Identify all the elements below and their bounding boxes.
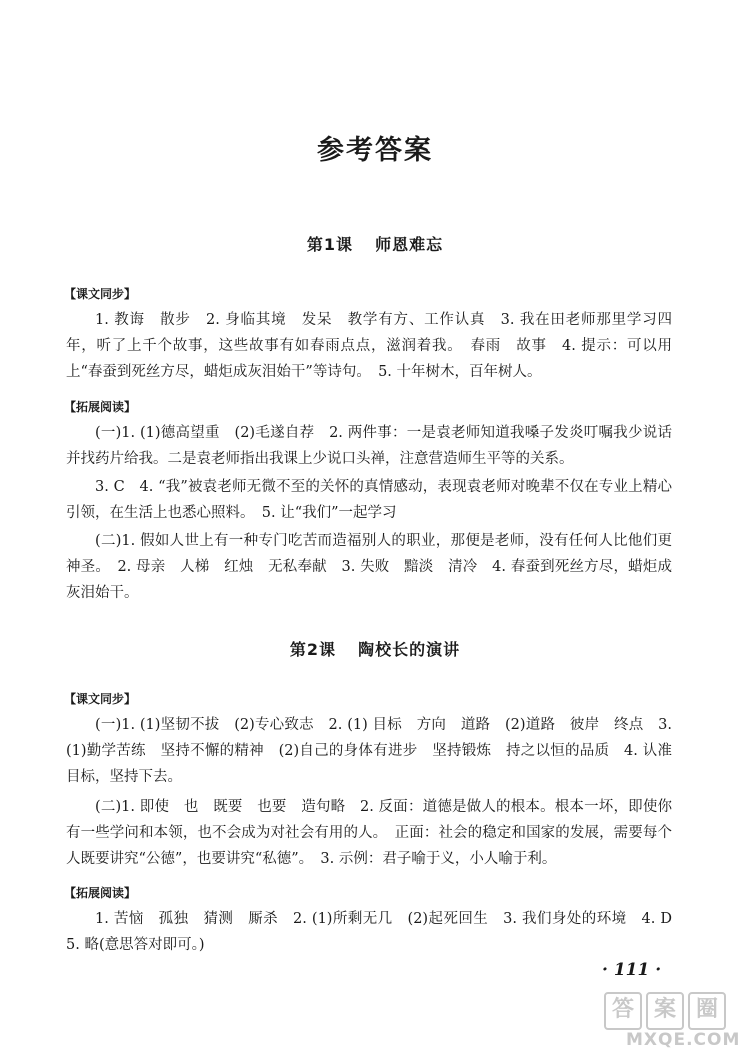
page-number: · 111 · — [602, 960, 662, 980]
watermark-char: 答 — [604, 992, 642, 1030]
watermark-char: 案 — [646, 992, 684, 1030]
lesson-1-ext-answers-part2: 3. C 4. “我”被袁老师无微不至的关怀的真情感动，表现袁老师对晚辈不仅在专业上精心引领，在生活上也悉心照料。 5. 让“我们”一起学习 — [66, 479, 672, 521]
lesson-1-sync-label: 【课文同步】 — [64, 287, 137, 301]
lesson-2-ext-answers: 1. 苦恼 孤独 猜测 厮杀 2. (1)所剩无几 (2)起死回生 3. 我们身处的环境 4. D 5. 略(意思答对即可。) — [66, 911, 687, 953]
page-title: 参考答案 — [317, 135, 433, 166]
lesson-1-number: 第1课 — [306, 235, 354, 254]
lesson-2-sync-answers-part1: (一)1. (1)坚韧不拔 (2)专心致志 2. (1) 目标 方向 道路 (2)道路 彼岸 终点 3. (1)勤学苦练 坚持不懈的精神 (2)自己的身体有进步 坚持锻炼 持之以恒的品质 4. 认准目标，坚持下去。 — [66, 717, 672, 785]
lesson-2-sync-label: 【课文同步】 — [64, 692, 137, 706]
watermark-logo — [598, 992, 748, 1056]
lesson-1-ext-answers-part1: (一)1. (1)德高望重 (2)毛遂自荐 2. 两件事：一是袁老师知道我嗓子发炎叮嘱我少说话并找药片给我。二是袁老师指出我课上少说口头禅，注意营造师生平等的关系。 — [66, 425, 672, 467]
watermark-url: MXQE.COM — [626, 1030, 741, 1050]
lesson-1-heading — [0, 232, 750, 255]
lesson-1-sync-answers: 1. 教诲 散步 2. 身临其境 发呆 教学有方、工作认真 3. 我在田老师那里学习四年，听了上千个故事，这些故事有如春雨点点，滋润着我。 春雨 故事 4. 提示：可以用上“春蚕到死丝方尽，蜡炬成灰泪始干”等诗句。 5. 十年树木，百年树人。 — [66, 312, 672, 380]
lesson-1-ext-label: 【拓展阅读】 — [64, 400, 137, 414]
lesson-1-ext-answers-part3: (二)1. 假如人世上有一种专门吃苦而造福别人的职业，那便是老师，没有任何人比他们更神圣。 2. 母亲 人梯 红烛 无私奉献 3. 失败 黯淡 清冷 4. 春蚕到死丝方尽，蜡炬成灰泪始干。 — [66, 533, 672, 601]
lesson-1-name: 师恩难忘 — [375, 235, 444, 254]
lesson-2-ext-label: 【拓展阅读】 — [64, 886, 137, 900]
lesson-2-name: 陶校长的演讲 — [358, 640, 461, 659]
watermark-char: 圈 — [688, 992, 726, 1030]
lesson-2-sync-answers-part2: (二)1. 即使 也 既要 也要 造句略 2. 反面：道德是做人的根本。根本一坏，即使你有一些学问和本领，也不会成为对社会有用的人。 正面：社会的稳定和国家的发展，需要每个人既要讲究“公德”，也要讲究“私德”。 3. 示例：君子喻于义，小人喻于利。 — [66, 799, 672, 867]
lesson-2-number: 第2课 — [289, 640, 337, 659]
lesson-2-heading — [0, 637, 750, 660]
